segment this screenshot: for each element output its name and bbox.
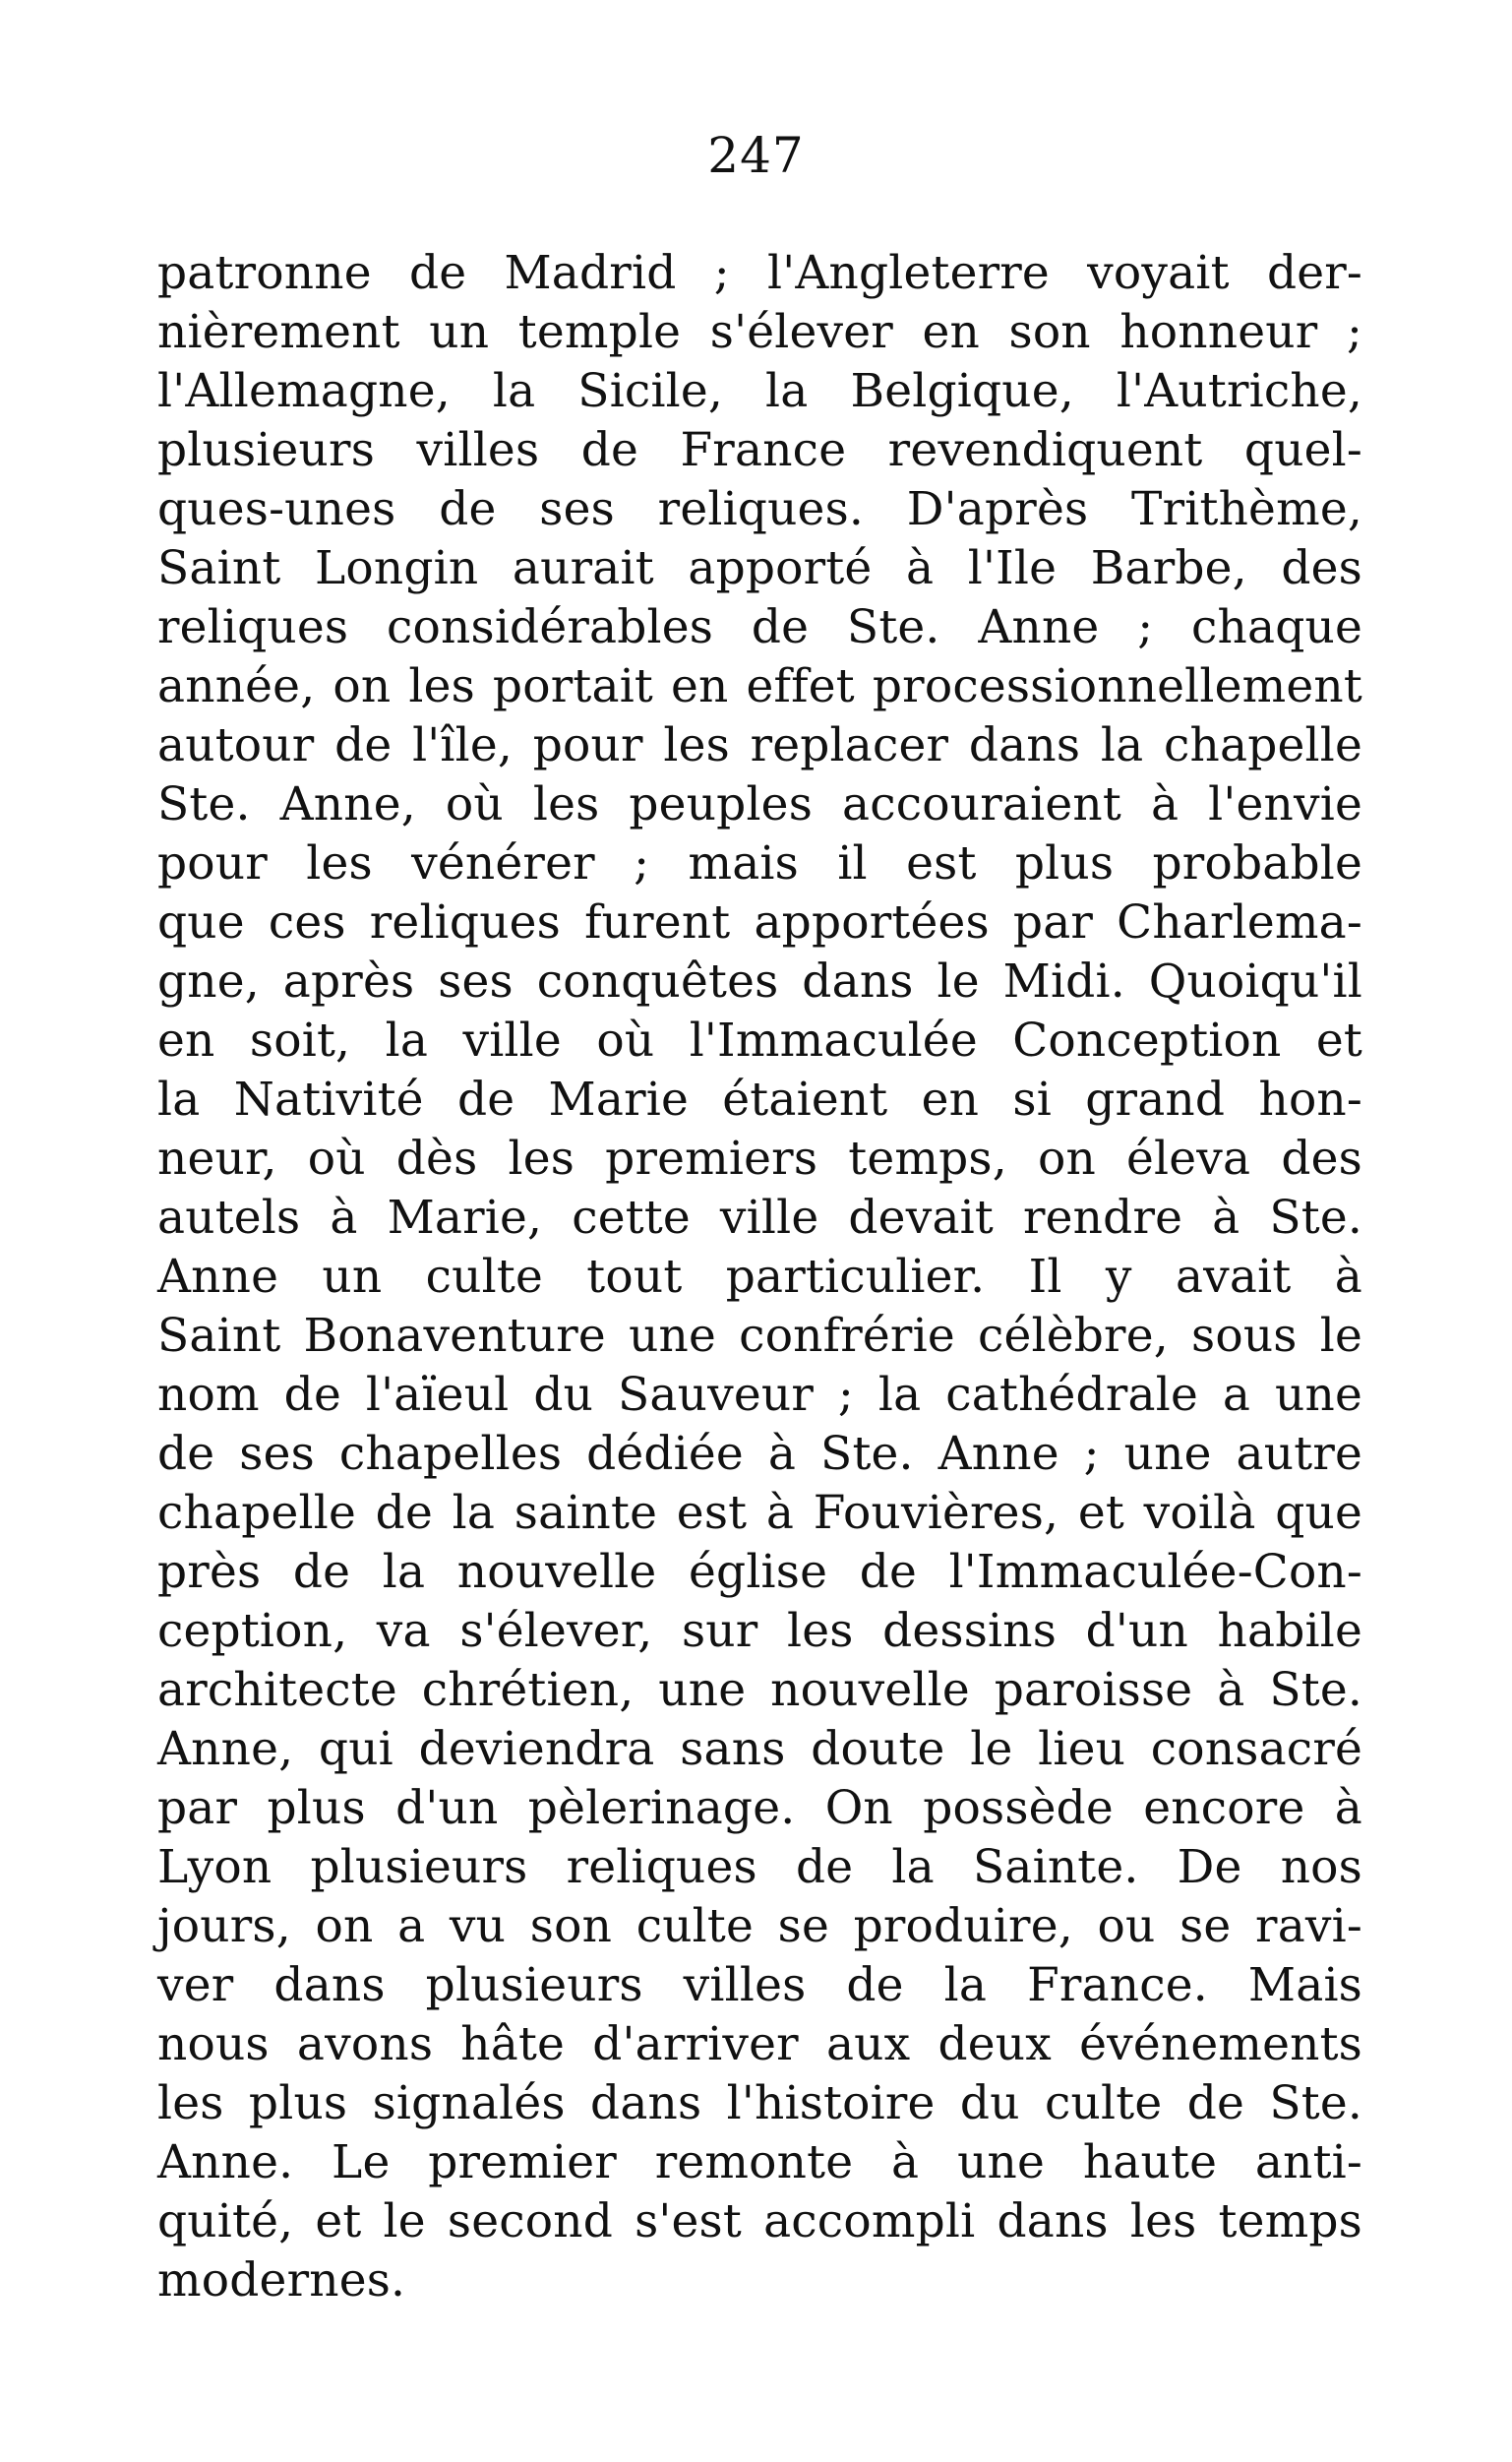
text-line: architecte chrétien, une nouvelle paroisse à Ste.	[157, 1663, 1362, 1717]
text-line: la Nativité de Marie étaient en si grand hon-	[157, 1073, 1362, 1127]
text-line: pour les vénérer ; mais il est plus probable	[157, 836, 1362, 891]
text-line: année, on les portait en effet processionnellement	[157, 659, 1362, 713]
text-line: quité, et le second s'est accompli dans les temps	[157, 2194, 1362, 2248]
text-line: chapelle de la sainte est à Fouvières, et voilà que	[157, 1486, 1362, 1540]
text-line: plusieurs villes de France revendiquent quel-	[157, 423, 1362, 477]
page-number: 247	[707, 127, 805, 184]
text-line: en soit, la ville où l'Immaculée Conception et	[157, 1014, 1362, 1068]
text-line: nièrement un temple s'élever en son honneur ;	[157, 305, 1362, 359]
text-line: ception, va s'élever, sur les dessins d'un habile	[157, 1604, 1362, 1658]
text-line: Anne. Le premier remonte à une haute anti-	[157, 2135, 1362, 2189]
text-line: que ces reliques furent apportées par Charlema-	[157, 895, 1362, 950]
text-line: Anne un culte tout particulier. Il y avait à	[157, 1250, 1362, 1304]
text-line: Saint Bonaventure une confrérie célèbre, sous le	[157, 1309, 1362, 1363]
text-line: ques-unes de ses reliques. D'après Trithème,	[157, 482, 1362, 536]
text-line: modernes.	[157, 2253, 406, 2308]
text-line: reliques considérables de Ste. Anne ; chaque	[157, 600, 1362, 654]
text-line: l'Allemagne, la Sicile, la Belgique, l'Autriche,	[157, 364, 1362, 418]
text-line: par plus d'un pèlerinage. On possède encore à	[157, 1781, 1362, 1835]
body-text	[157, 244, 1362, 2310]
text-line: autour de l'île, pour les replacer dans la chapelle	[157, 718, 1362, 772]
text-line: près de la nouvelle église de l'Immaculée-Con-	[157, 1545, 1362, 1599]
text-line: Saint Longin aurait apporté à l'Ile Barbe, des	[157, 541, 1362, 595]
text-line: autels à Marie, cette ville devait rendre à Ste.	[157, 1191, 1362, 1245]
text-line: ver dans plusieurs villes de la France. Mais	[157, 1958, 1362, 2012]
text-line: de ses chapelles dédiée à Ste. Anne ; une autre	[157, 1427, 1362, 1481]
text-line: Ste. Anne, où les peuples accouraient à l'envie	[157, 777, 1362, 831]
text-line: nom de l'aïeul du Sauveur ; la cathédrale a une	[157, 1368, 1362, 1422]
text-line: jours, on a vu son culte se produire, ou se ravi-	[157, 1899, 1362, 1953]
text-line: neur, où dès les premiers temps, on éleva des	[157, 1132, 1362, 1186]
text-line: patronne de Madrid ; l'Angleterre voyait der-	[157, 246, 1362, 300]
text-line: Lyon plusieurs reliques de la Sainte. De nos	[157, 1840, 1362, 1894]
text-line: gne, après ses conquêtes dans le Midi. Quoiqu'il	[157, 954, 1362, 1009]
text-line: les plus signalés dans l'histoire du culte de Ste.	[157, 2076, 1362, 2130]
text-line: nous avons hâte d'arriver aux deux événements	[157, 2017, 1362, 2071]
text-line: Anne, qui deviendra sans doute le lieu consacré	[157, 1722, 1362, 1776]
